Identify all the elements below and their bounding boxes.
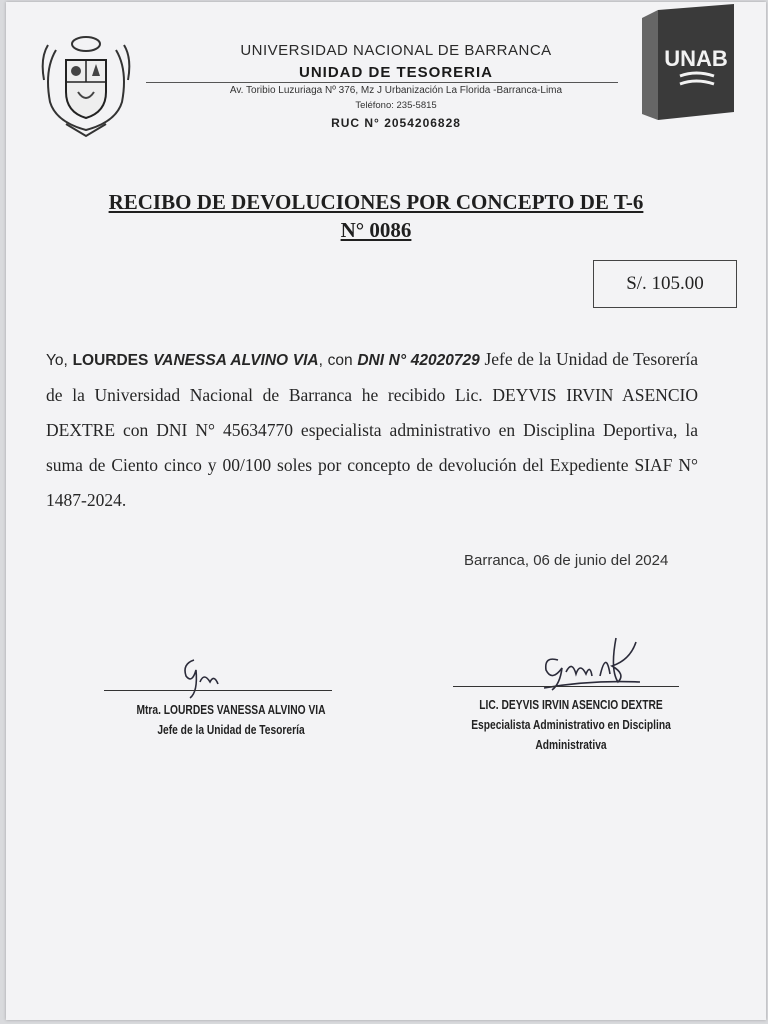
left-signatory xyxy=(112,700,350,740)
unab-logo-icon xyxy=(638,4,740,126)
left-signature-line xyxy=(104,690,332,691)
unit-name: UNIDAD DE TESORERIA xyxy=(298,64,493,81)
left-signatory-name: Mtra. LOURDES VANESSA ALVINO VIA xyxy=(136,703,326,717)
amount-value: S/. 105.00 xyxy=(626,273,704,294)
left-signatory-role: Jefe de la Unidad de Tesorería xyxy=(157,723,305,737)
body-con: , con xyxy=(318,352,353,369)
right-signatory-role-2: Administrativa xyxy=(535,738,607,752)
logo-text: UNAB xyxy=(664,46,728,71)
receipt-date: Barranca, 06 de junio del 2024 xyxy=(464,552,669,569)
ruc-number: RUC N° 2054206828 xyxy=(331,116,461,130)
right-signatory-role-1: Especialista Administrativo en Disciplina xyxy=(471,718,671,732)
right-signatory xyxy=(452,695,690,755)
header-divider xyxy=(146,82,618,83)
body-yo: Yo, xyxy=(46,352,68,369)
right-signatory-name: LIC. DEYVIS IRVIN ASENCIO DEXTRE xyxy=(479,698,663,712)
body-name-rest: VANESSA ALVINO VIA xyxy=(153,352,319,369)
body-text: Jefe de la Unidad de Tesorería de la Universidad Nacional de Barranca he recibido Lic. DEYVIS IRVIN ASENCIO DEXTRE con DNI N° 45634770 especialista administrativo en Disciplina Deportiva, la suma de Ciento cinco y 00/100 soles por concepto de devolución del Expediente SIAF N° 1487-2024. xyxy=(46,349,699,510)
body-name-first: LOURDES xyxy=(72,352,149,369)
national-emblem-icon xyxy=(36,30,136,140)
receipt-title: RECIBO DE DEVOLUCIONES POR CONCEPTO DE T-6 xyxy=(108,190,644,214)
address: Av. Toribio Luzuriaga Nº 376, Mz J Urbanización La Florida -Barranca-Lima xyxy=(229,85,563,96)
receipt-body xyxy=(46,342,698,518)
receipt-page xyxy=(6,2,766,1020)
university-name: UNIVERSIDAD NACIONAL DE BARRANCA xyxy=(240,42,552,59)
amount-box xyxy=(593,260,737,308)
body-dni: DNI N° 42020729 xyxy=(357,352,480,369)
phone: Teléfono: 235-5815 xyxy=(355,100,437,111)
right-signature-line xyxy=(453,686,679,687)
receipt-number: N° 0086 xyxy=(340,218,412,242)
left-signature-icon xyxy=(176,654,246,702)
